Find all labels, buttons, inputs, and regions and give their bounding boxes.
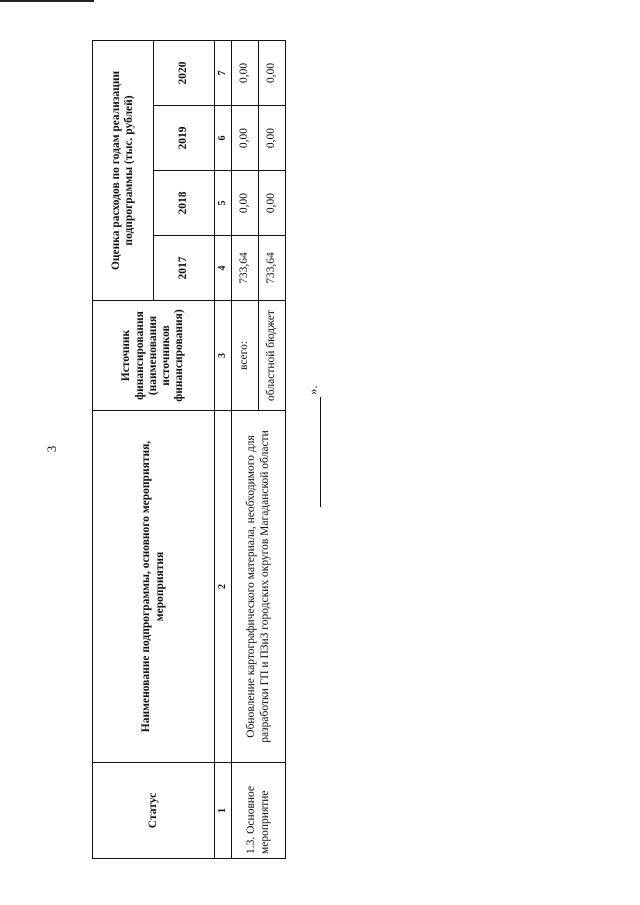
value-cell: 0,00 [232,171,259,236]
header-status: Статус [93,763,215,859]
column-number: 3 [215,301,232,411]
page-number: 3 [44,445,59,453]
header-year-2018: 2018 [154,171,215,236]
header-source: Источник финансирования (наименования источников финансирования) [93,301,215,411]
column-number: 2 [215,411,232,763]
header-year-2017: 2017 [154,236,215,301]
header-row-1 [93,40,154,858]
value-cell: 0,00 [232,106,259,171]
closing-line [310,397,321,507]
column-number-row [215,40,232,858]
column-number: 4 [215,236,232,301]
closing-block [305,385,321,507]
value-cell: 733,64 [232,236,259,301]
row-source-total: всего: [232,301,259,411]
column-number: 1 [215,763,232,859]
value-cell: 0,00 [232,40,259,105]
column-number: 5 [215,171,232,236]
header-year-2020: 2020 [154,40,215,105]
expense-table [92,40,286,859]
value-cell: 733,64 [259,236,286,301]
value-cell: 0,00 [259,106,286,171]
row-source-regional: областной бюджет [259,301,286,411]
header-name: Наименование подпрограммы, основного мероприятия, мероприятия [93,411,215,763]
value-cell: 0,00 [259,40,286,105]
column-number: 7 [215,40,232,105]
header-estimate: Оценка расходов по годам реализации подпрограммы (тыс. рублей) [93,40,154,300]
row-status: 1.3. Основное мероприятие [232,763,286,859]
value-cell: 0,00 [259,171,286,236]
header-year-2019: 2019 [154,106,215,171]
closing-mark: ». [305,385,320,395]
column-number: 6 [215,106,232,171]
table-row [232,40,259,858]
row-name: Обновление картографического материала, необходимого для разработки ГП и ПЗиЗ городских округов Магаданской области [232,411,286,763]
